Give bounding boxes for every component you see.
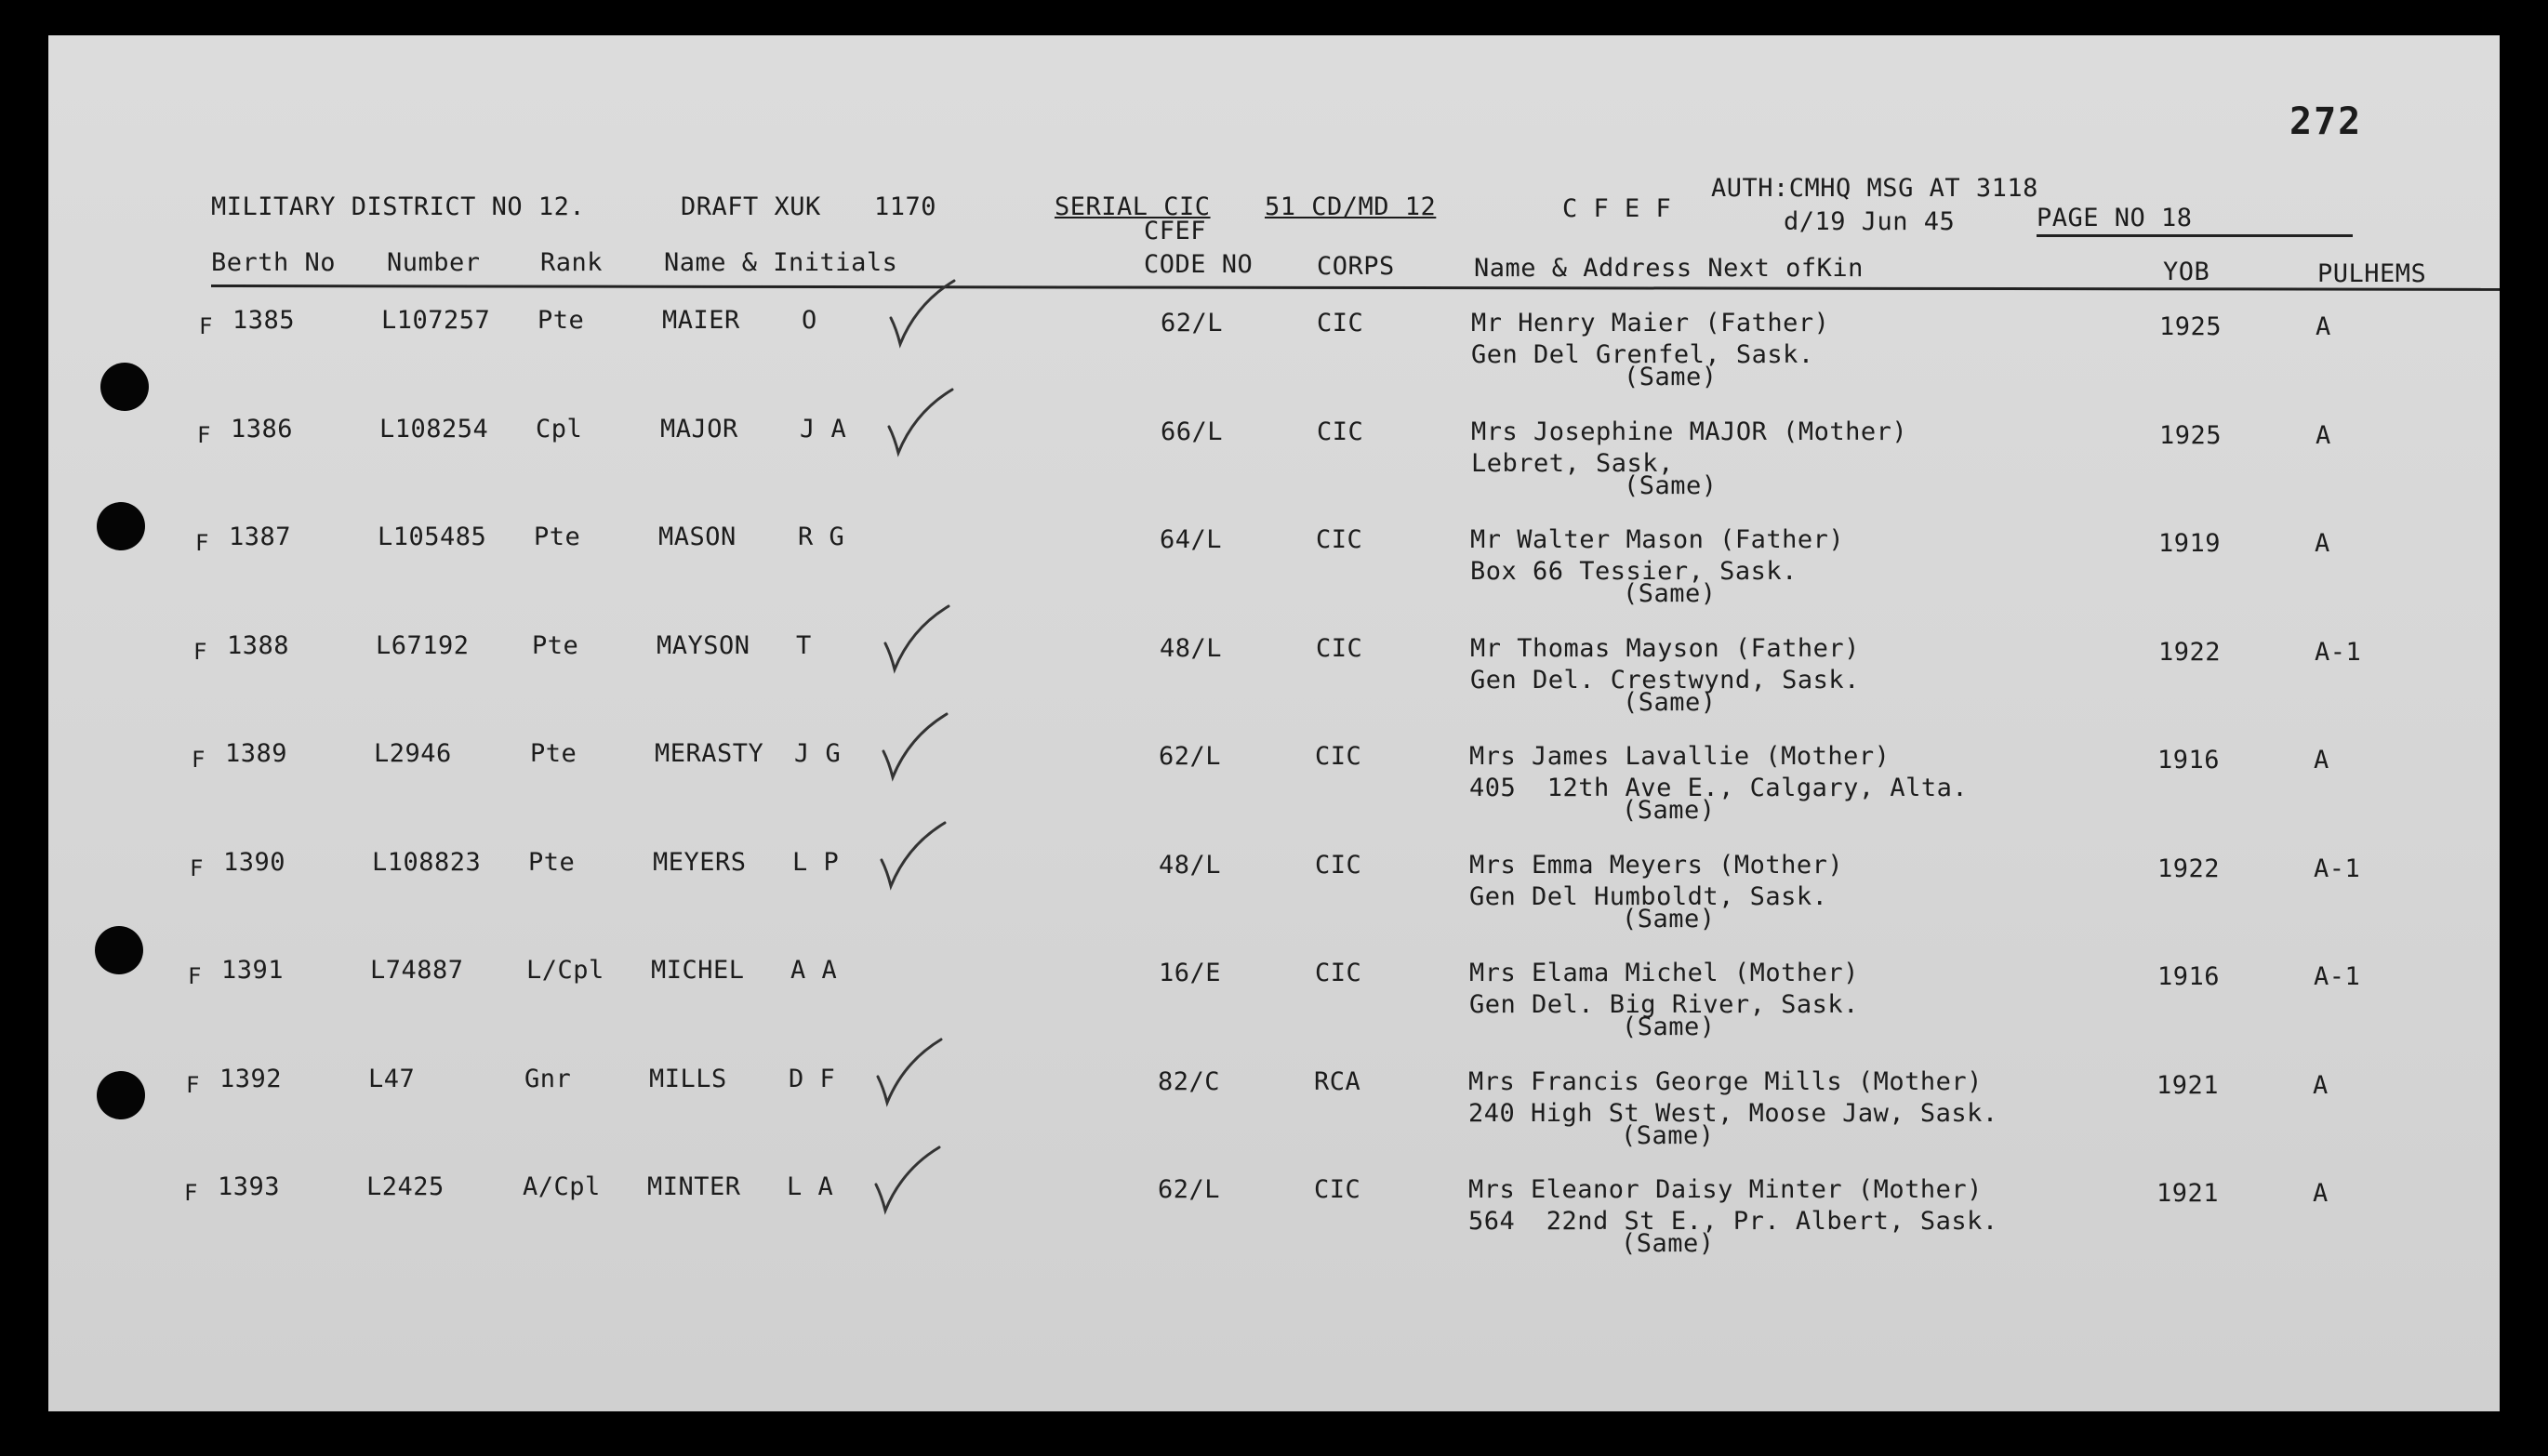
berth-number: 1390 — [223, 847, 286, 877]
cfef-code: 64/L — [1160, 525, 1223, 554]
year-of-birth: 1922 — [2158, 637, 2222, 667]
surname: MINTER — [647, 1172, 741, 1201]
binder-hole — [97, 502, 145, 550]
col-cfef: CFEF — [1144, 217, 1207, 245]
year-of-birth: 1921 — [2157, 1179, 2220, 1208]
surname: MAYSON — [657, 630, 750, 660]
pulhems-grade: A-1 — [2314, 962, 2361, 991]
rank: Pte — [528, 847, 576, 877]
surname: MAIER — [662, 306, 740, 335]
rank: Pte — [530, 739, 577, 768]
pulhems-grade: A — [2315, 529, 2330, 558]
col-yob: YOB — [2163, 258, 2210, 286]
year-of-birth: 1916 — [2157, 746, 2221, 774]
cfef-code: 62/L — [1158, 1175, 1221, 1204]
header-rule — [211, 285, 2500, 291]
initials: A A — [790, 956, 838, 985]
cfef-code: 66/L — [1161, 417, 1224, 446]
cfef-code: 48/L — [1159, 850, 1222, 880]
row-prefix: F — [186, 1071, 200, 1098]
check-mark-icon — [878, 708, 952, 783]
next-of-kin-name: Mrs Josephine MAJOR (Mother) — [1471, 417, 1908, 446]
berth-number: 1393 — [218, 1172, 281, 1201]
rank: Pte — [534, 523, 581, 551]
service-number: L108823 — [372, 847, 482, 877]
surname: MASON — [658, 523, 737, 551]
next-of-kin-same: (Same) — [1621, 1229, 1715, 1258]
next-of-kin-name: Mr Walter Mason (Father) — [1470, 525, 1845, 554]
row-prefix: F — [184, 1180, 198, 1206]
next-of-kin-same: (Same) — [1624, 363, 1718, 391]
next-of-kin-address: Gen Del Grenfel, Sask. — [1471, 340, 1814, 369]
next-of-kin-name: Mrs Emma Meyers (Mother) — [1469, 850, 1844, 880]
rank: L/Cpl — [526, 956, 604, 985]
corps: CIC — [1316, 633, 1363, 663]
binder-hole — [97, 1071, 145, 1119]
corps: CIC — [1315, 959, 1362, 987]
berth-number: 1392 — [219, 1064, 283, 1093]
surname: MAJOR — [660, 414, 738, 443]
initials: T — [796, 630, 812, 660]
row-prefix: F — [199, 313, 213, 339]
surname: MEYERS — [653, 847, 747, 877]
cfef-top-label: C F E F — [1562, 194, 1672, 223]
cfef-code: 82/C — [1158, 1066, 1221, 1096]
initials: L P — [792, 847, 840, 877]
nominal-roll-sheet — [48, 35, 2500, 1411]
service-number: L108254 — [379, 414, 489, 443]
next-of-kin-address: 405 12th Ave E., Calgary, Alta. — [1469, 774, 1969, 802]
auth-line-2: d/19 Jun 45 — [1784, 207, 1956, 236]
berth-number: 1389 — [225, 739, 288, 768]
next-of-kin-same: (Same) — [1622, 796, 1716, 825]
cfef-code: 16/E — [1159, 959, 1222, 987]
draft-label: DRAFT XUK — [681, 192, 821, 221]
check-mark-icon — [880, 601, 954, 675]
check-mark-icon — [872, 1034, 947, 1108]
next-of-kin-same: (Same) — [1623, 579, 1717, 608]
service-number: L47 — [368, 1064, 416, 1093]
col-code-no: CODE NO — [1144, 250, 1254, 279]
binder-hole — [95, 926, 143, 974]
initials: J A — [800, 414, 847, 443]
rank: Gnr — [524, 1064, 572, 1093]
col-next-of-kin: Name & Address Next ofKin — [1474, 254, 1864, 283]
corps: CIC — [1317, 417, 1364, 446]
next-of-kin-name: Mrs Francis George Mills (Mother) — [1468, 1066, 1983, 1096]
corps: CIC — [1317, 309, 1364, 338]
cfef-code: 62/L — [1161, 309, 1224, 338]
district-label: MILITARY DISTRICT NO 12. — [211, 192, 586, 221]
corps: CIC — [1315, 742, 1362, 771]
service-number: L105485 — [378, 523, 487, 551]
pulhems-grade: A — [2314, 746, 2329, 774]
next-of-kin-address: Gen Del. Crestwynd, Sask. — [1470, 665, 1860, 695]
berth-number: 1391 — [221, 956, 285, 985]
corps: RCA — [1314, 1066, 1361, 1096]
initials: L A — [787, 1172, 834, 1201]
surname: MERASTY — [655, 739, 764, 768]
rank: A/Cpl — [523, 1172, 601, 1201]
cfef-code: 62/L — [1159, 742, 1222, 771]
pulhems-grade: A — [2313, 1070, 2329, 1100]
next-of-kin-address: Lebret, Sask, — [1471, 448, 1674, 478]
row-prefix: F — [192, 747, 206, 773]
corps: CIC — [1316, 525, 1363, 554]
surname: MICHEL — [651, 956, 745, 985]
berth-number: 1385 — [232, 306, 296, 335]
check-mark-icon — [870, 1142, 945, 1216]
check-mark-icon — [883, 384, 958, 458]
next-of-kin-same: (Same) — [1622, 1013, 1716, 1041]
next-of-kin-address: Gen Del. Big River, Sask. — [1469, 990, 1859, 1019]
row-prefix: F — [188, 963, 202, 989]
col-rank: Rank — [540, 248, 604, 277]
next-of-kin-name: Mr Henry Maier (Father) — [1471, 309, 1830, 338]
berth-number: 1386 — [231, 414, 294, 443]
col-corps: CORPS — [1317, 252, 1395, 281]
year-of-birth: 1916 — [2157, 962, 2221, 991]
pulhems-grade: A — [2316, 312, 2331, 341]
next-of-kin-name: Mrs Eleanor Daisy Minter (Mother) — [1468, 1175, 1983, 1204]
row-prefix: F — [193, 638, 207, 665]
page-label-underline — [2037, 234, 2353, 237]
next-of-kin-address: Gen Del Humboldt, Sask. — [1469, 881, 1828, 911]
pulhems-grade: A — [2313, 1179, 2329, 1208]
initials: J G — [794, 739, 842, 768]
rank: Cpl — [536, 414, 583, 443]
row-prefix: F — [195, 530, 209, 556]
auth-line-1: AUTH:CMHQ MSG AT 3118 — [1711, 174, 2038, 203]
page-label: PAGE NO 18 — [2037, 204, 2193, 232]
next-of-kin-name: Mrs Elama Michel (Mother) — [1469, 959, 1859, 987]
service-number: L2425 — [366, 1172, 445, 1201]
page-number: 272 — [2289, 100, 2363, 143]
next-of-kin-address: Box 66 Tessier, Sask. — [1470, 557, 1798, 586]
next-of-kin-same: (Same) — [1623, 687, 1717, 717]
next-of-kin-same: (Same) — [1621, 1120, 1715, 1150]
year-of-birth: 1922 — [2157, 854, 2221, 883]
next-of-kin-name: Mr Thomas Mayson (Father) — [1470, 633, 1860, 663]
next-of-kin-same: (Same) — [1624, 470, 1718, 500]
col-number: Number — [387, 248, 481, 277]
service-number: L67192 — [376, 630, 470, 660]
binder-hole — [100, 363, 149, 411]
pulhems-grade: A-1 — [2315, 637, 2362, 667]
corps: CIC — [1314, 1175, 1361, 1204]
next-of-kin-same: (Same) — [1622, 904, 1716, 933]
berth-number: 1387 — [229, 523, 292, 551]
next-of-kin-address: 240 High St West, Moose Jaw, Sask. — [1468, 1098, 1998, 1128]
service-number: L2946 — [374, 739, 452, 768]
cfef-code: 48/L — [1160, 633, 1223, 663]
rank: Pte — [532, 630, 579, 660]
year-of-birth: 1919 — [2158, 529, 2222, 558]
row-prefix: F — [190, 854, 204, 881]
pulhems-grade: A — [2316, 420, 2331, 450]
initials: R G — [798, 523, 845, 551]
year-of-birth: 1925 — [2159, 420, 2223, 450]
col-pulhems: PULHEMS — [2317, 259, 2427, 288]
initials: O — [802, 306, 817, 335]
service-number: L107257 — [381, 306, 491, 335]
pulhems-grade: A-1 — [2314, 854, 2361, 883]
year-of-birth: 1925 — [2159, 312, 2223, 341]
year-of-birth: 1921 — [2157, 1070, 2220, 1100]
service-number: L74887 — [370, 956, 464, 985]
col-berth: Berth No — [211, 248, 337, 277]
berth-number: 1388 — [227, 630, 290, 660]
row-prefix: F — [197, 421, 211, 448]
initials: D F — [789, 1064, 836, 1093]
next-of-kin-name: Mrs James Lavallie (Mother) — [1469, 742, 1891, 771]
draft-number: 1170 — [874, 192, 937, 221]
check-mark-icon — [876, 817, 950, 892]
col-name-initials: Name & Initials — [664, 248, 898, 277]
corps: CIC — [1315, 850, 1362, 880]
check-mark-icon — [885, 275, 960, 350]
next-of-kin-address: 564 22nd St E., Pr. Albert, Sask. — [1468, 1207, 1998, 1236]
surname: MILLS — [649, 1064, 727, 1093]
rank: Pte — [537, 306, 585, 335]
serial-number: 51 CD/MD 12 — [1265, 192, 1437, 221]
serial-label: SERIAL CIC — [1055, 192, 1211, 221]
